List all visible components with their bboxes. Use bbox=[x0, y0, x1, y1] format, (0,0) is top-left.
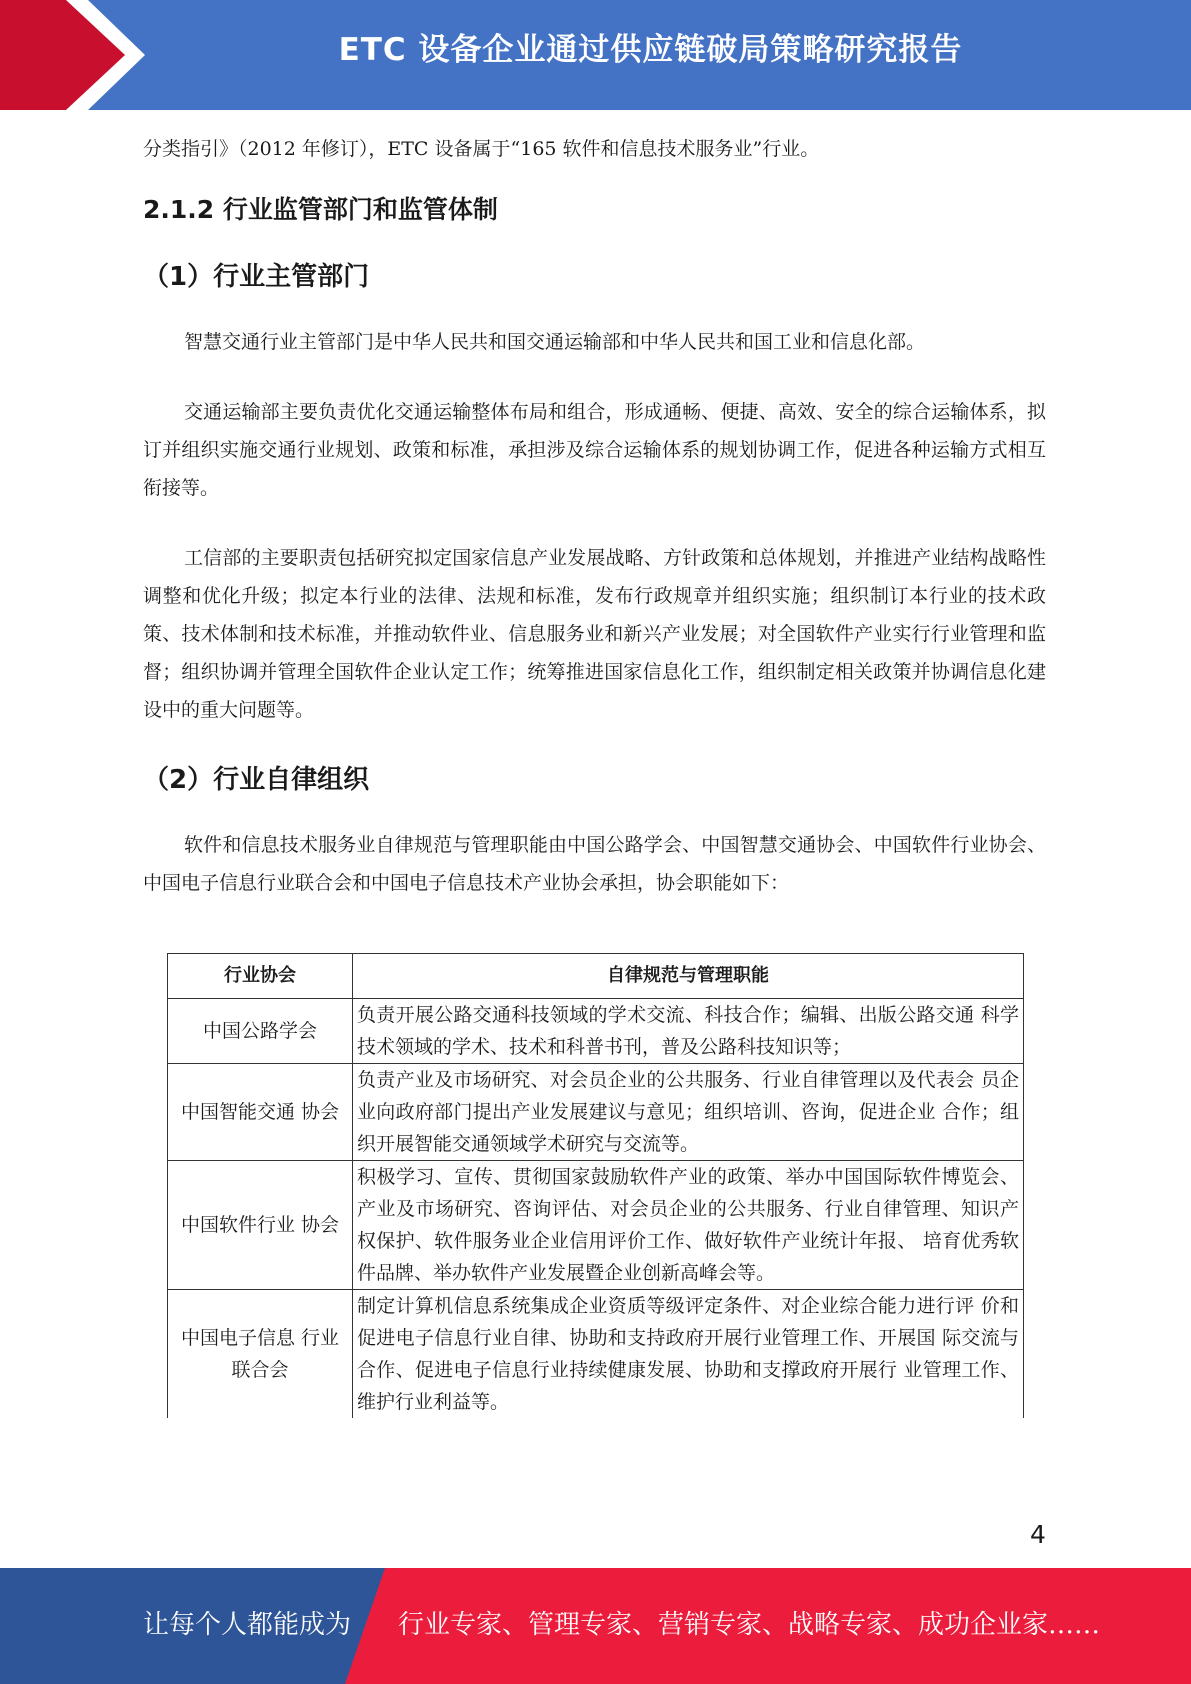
association-name: 中国智能交通 协会 bbox=[168, 1064, 353, 1161]
paragraph-miit: 工信部的主要职责包括研究拟定国家信息产业发展战略、方针政策和总体规划，并推进产业结构战略性调整和优化升级；拟定本行业的法律、法规和标准，发布行政规章并组织实施；组织制订本行业的技术政策、技术体制和技术标准，并推动软件业、信息服务业和新兴产业发展；对全国软件产业实行行业管理和监督；组织协调并管理全国软件企业认定工作；统筹推进国家信息化工作，组织制定相关政策并协调信息化建设中的重大问题等。 bbox=[143, 547, 1046, 721]
header-duties: 自律规范与管理职能 bbox=[353, 954, 1024, 999]
association-name: 中国电子信息 行业联合会 bbox=[168, 1290, 353, 1419]
report-title: ETC 设备企业通过供应链破局策略研究报告 bbox=[338, 32, 963, 68]
paragraph-associations: 软件和信息技术服务业自律规范与管理职能由中国公路学会、中国智慧交通协会、中国软件行业协会、中国电子信息行业联合会和中国电子信息技术产业协会承担，协会职能如下： bbox=[143, 834, 1046, 894]
association-duties: 负责开展公路交通科技领域的学术交流、科技合作；编辑、出版公路交通 科学技术领域的学术、技术和科普书刊，普及公路科技知识等； bbox=[353, 999, 1024, 1064]
paragraph-authorities: 智慧交通行业主管部门是中华人民共和国交通运输部和中华人民共和国工业和信息化部。 bbox=[184, 331, 926, 353]
header-red-chevron bbox=[0, 0, 160, 110]
subsection-heading-2: （2）行业自律组织 bbox=[143, 765, 370, 795]
table-row bbox=[168, 999, 1024, 1064]
footer-slogan-left: 让每个人都能成为 bbox=[143, 1610, 352, 1640]
table-header-row bbox=[168, 954, 1024, 999]
association-duties: 积极学习、宣传、贯彻国家鼓励软件产业的政策、举办中国国际软件博览会、产业及市场研究、咨询评估、对会员企业的公共服务、行业自律管理、知识产权保护、软件服务业企业信用评价工作、做好软件产业统计年报、 培育优秀软件品牌、举办软件产业发展暨企业创新高峰会等。 bbox=[353, 1161, 1024, 1290]
subsection-heading-1: （1）行业主管部门 bbox=[143, 262, 370, 292]
table-row bbox=[168, 1064, 1024, 1161]
main-content bbox=[143, 130, 1046, 902]
association-name: 中国公路学会 bbox=[168, 999, 353, 1064]
header-association: 行业协会 bbox=[168, 954, 353, 999]
table-row bbox=[168, 1161, 1024, 1290]
paragraph-transport-ministry: 交通运输部主要负责优化交通运输整体布局和组合，形成通畅、便捷、高效、安全的综合运输体系，拟订并组织实施交通行业规划、政策和标准，承担涉及综合运输体系的规划协调工作，促进各种运输方式相互衔接等。 bbox=[143, 401, 1046, 499]
page-number: 4 bbox=[1030, 1520, 1046, 1549]
association-duties: 制定计算机信息系统集成企业资质等级评定条件、对企业综合能力进行评 价和促进电子信息行业自律、协助和支持政府开展行业管理工作、开展国 际交流与合作、促进电子信息行业持续健康发展、协助和支撑政府开展行 业管理工作、维护行业利益等。 bbox=[353, 1290, 1024, 1419]
footer-slogan-right: 行业专家、管理专家、营销专家、战略专家、成功企业家…… bbox=[398, 1610, 1101, 1640]
paragraph-continuation: 分类指引》（2012 年修订），ETC 设备属于“165 软件和信息技术服务业”行业。 bbox=[143, 138, 820, 160]
section-heading: 2.1.2 行业监管部门和监管体制 bbox=[143, 195, 498, 224]
page-header bbox=[0, 0, 1191, 110]
association-name: 中国软件行业 协会 bbox=[168, 1161, 353, 1290]
association-duties: 负责产业及市场研究、对会员企业的公共服务、行业自律管理以及代表会 员企业向政府部门提出产业发展建议与意见；组织培训、咨询，促进企业 合作；组织开展智能交通领域学术研究与交流等。 bbox=[353, 1064, 1024, 1161]
association-table bbox=[167, 953, 1024, 1418]
table-row bbox=[168, 1290, 1024, 1419]
